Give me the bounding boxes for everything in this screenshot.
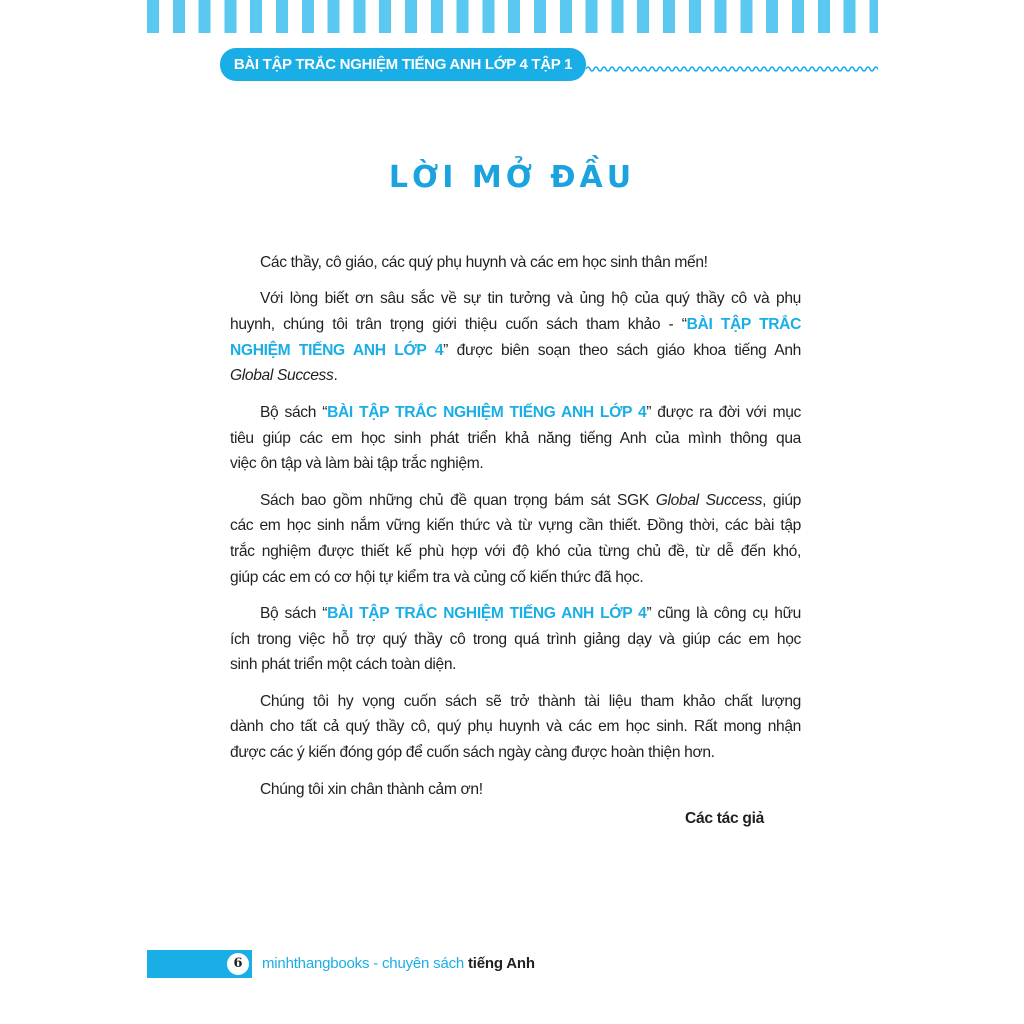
paragraph — [230, 777, 801, 803]
highlighted-book-title: BÀI TẬP TRẮC NGHIỆM TIẾNG ANH LỚP 4 — [327, 605, 647, 622]
text-line — [230, 714, 801, 740]
text-line — [230, 627, 801, 653]
highlighted-book-title: BÀI TẬP TRẮC NGHIỆM TIẾNG ANH LỚP 4 — [327, 403, 647, 421]
text-line — [230, 740, 801, 766]
text-segment: ” được biên soạn theo sách giáo khoa tiếng Anh — [443, 341, 801, 359]
text-line — [230, 601, 801, 627]
paragraph — [230, 689, 801, 766]
text-line — [230, 689, 801, 715]
footer-brand-text: minhthangbooks - chuyên sách — [262, 955, 465, 972]
page-number: 6 — [227, 953, 249, 975]
paragraph — [230, 286, 801, 389]
text-segment: huynh, chúng tôi trân trọng giới thiệu cuốn sách tham khảo - “ — [230, 316, 687, 334]
text-segment: được các ý kiến đóng góp để cuốn sách ngày càng được hoàn thiện hơn. — [230, 744, 715, 762]
book-title-banner: BÀI TẬP TRẮC NGHIỆM TIẾNG ANH LỚP 4 TẬP 1 — [220, 48, 586, 81]
wavy-line-decoration — [586, 64, 878, 74]
paragraph — [230, 601, 801, 678]
text-segment: ” cũng là công cụ hữu — [646, 605, 802, 622]
text-segment: ích trong việc hỗ trợ quý thầy cô trong quá trình giảng dạy và giúp các em học — [230, 630, 801, 648]
text-segment: các em học sinh nắm vững kiến thức và từ vựng cần thiết. Đồng thời, các bài tập — [230, 517, 801, 535]
top-stripe-border — [147, 0, 878, 33]
text-line — [230, 539, 801, 565]
text-segment: dành cho tất cả quý thầy cô, quý phụ huynh và các em học sinh. Rất mong nhận — [230, 718, 801, 736]
text-segment: Bộ sách “ — [260, 403, 328, 421]
italic-text: Global Success — [655, 491, 763, 509]
text-line — [230, 451, 801, 477]
text-segment: Chúng tôi xin chân thành cảm ơn! — [260, 780, 483, 798]
paragraph — [230, 488, 801, 591]
text-line — [230, 338, 801, 364]
text-line — [230, 777, 801, 803]
text-segment: . — [333, 367, 338, 385]
text-segment: , giúp — [762, 491, 801, 509]
text-segment: tiêu giúp các em học sinh phát triển khả năng tiếng Anh của mình thông qua — [230, 429, 801, 447]
text-line — [230, 312, 801, 338]
footer-brand-bold: tiếng Anh — [468, 955, 535, 972]
text-segment: giúp các em có cơ hội tự kiểm tra và củng cố kiến thức đã học. — [230, 568, 644, 586]
italic-text: Global Success — [230, 367, 334, 385]
text-segment: Bộ sách “ — [260, 605, 328, 622]
paragraph — [230, 250, 801, 276]
paragraph — [230, 400, 801, 477]
text-segment: sinh phát triển một cách toàn diện. — [230, 656, 457, 674]
footer-brand — [262, 955, 535, 972]
text-line — [230, 250, 801, 276]
text-line — [230, 488, 801, 514]
text-segment: Các thầy, cô giáo, các quý phụ huynh và các em học sinh thân mến! — [260, 254, 708, 271]
text-line — [230, 363, 801, 389]
text-line — [230, 286, 801, 312]
text-line — [230, 400, 801, 426]
text-segment: trắc nghiệm được thiết kế phù hợp với độ khó của từng chủ đề, từ dễ đến khó, — [230, 542, 801, 560]
text-line — [230, 426, 801, 452]
preface-body — [230, 250, 801, 813]
text-line — [230, 565, 801, 591]
text-segment: việc ôn tập và làm bài tập trắc nghiệm. — [230, 455, 484, 473]
signature: Các tác giả — [685, 810, 765, 827]
text-line — [230, 652, 801, 678]
text-segment: ” được ra đời với mục — [646, 403, 801, 421]
page-title: LỜI MỞ ĐẦU — [388, 160, 636, 195]
text-segment: Sách bao gồm những chủ đề quan trọng bám sát SGK — [260, 491, 656, 509]
highlighted-book-title: NGHIỆM TIẾNG ANH LỚP 4 — [230, 341, 444, 359]
text-line — [230, 513, 801, 539]
text-segment: Với lòng biết ơn sâu sắc về sự tin tưởng và ủng hộ của quý thầy cô và phụ — [260, 290, 801, 308]
text-segment: Chúng tôi hy vọng cuốn sách sẽ trở thành tài liệu tham khảo chất lượng — [260, 692, 801, 710]
highlighted-book-title: BÀI TẬP TRẮC — [686, 316, 801, 334]
